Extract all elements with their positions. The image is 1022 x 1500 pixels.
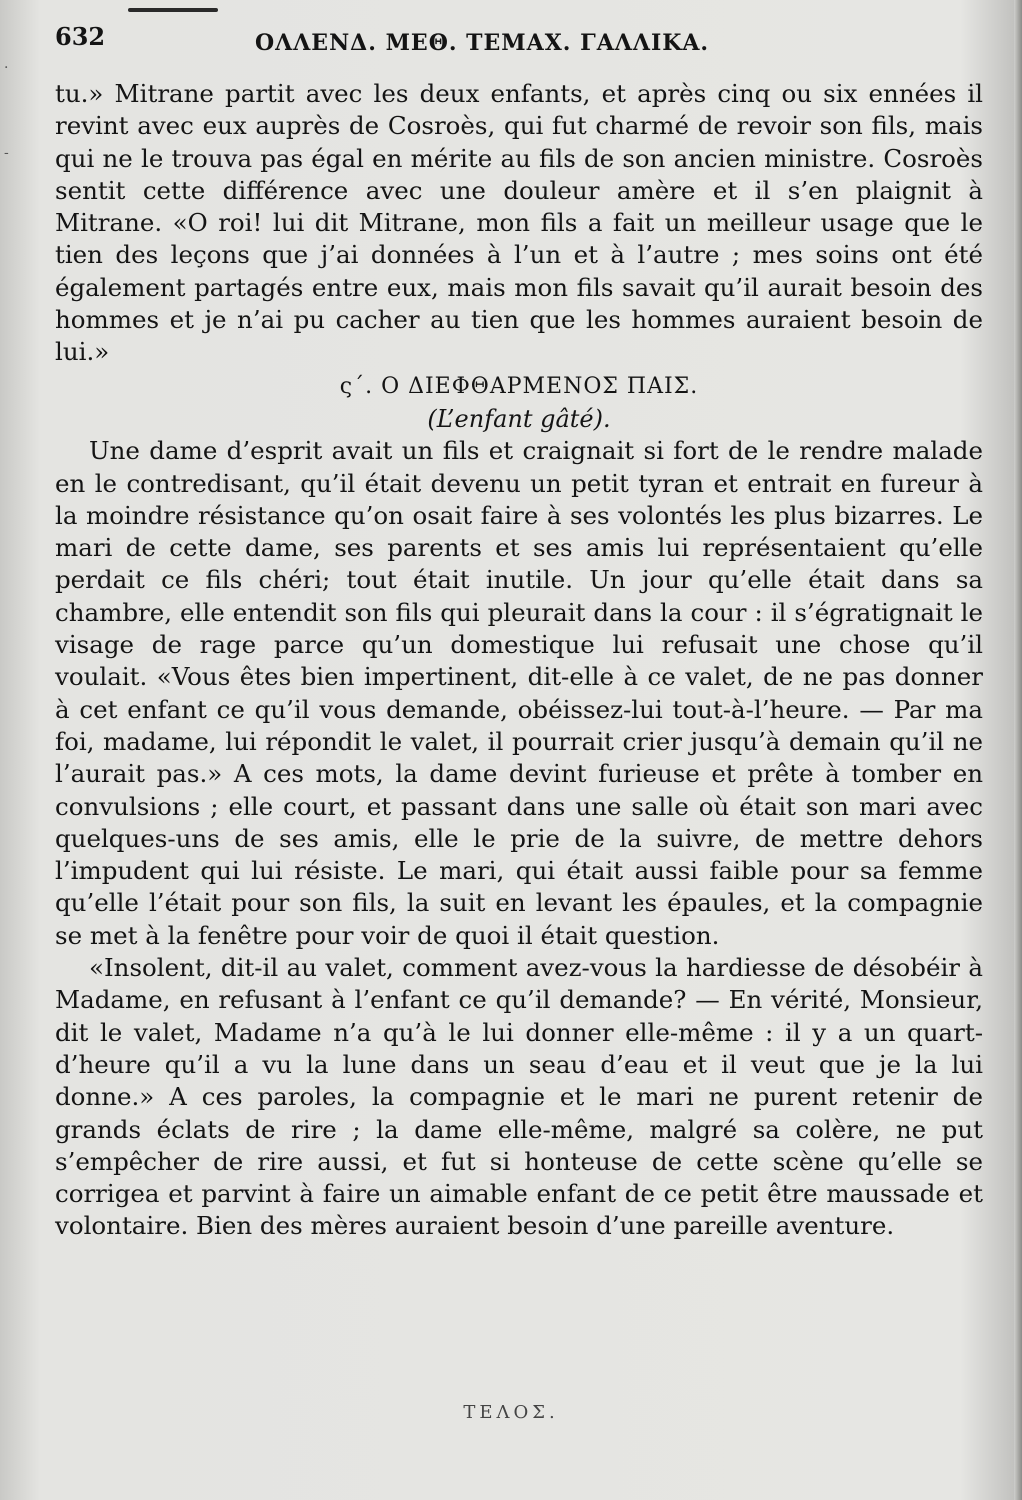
margin-mark-icon: · <box>4 60 9 76</box>
paragraph-continuation: tu.» Mitrane partit avec les deux enfants, et après cinq ou six ennées il revint avec eux auprès de Cosroès, qui fut charmé de revoir son fils, mais qui ne le trouva pas égal en mérite au fils de son ancien ministre. Cosroès sentit cette différence avec une douleur amère et il s’en plaignit à Mitrane. «O roi! lui dit Mitrane, mon fils a fait un meilleur usage que le tien des leçons que j’ai données à l’un et à l’autre ; mes soins ont été également partagés entre eux, mais mon fils savait qu’il aurait besoin des hommes et je n’ai pu cacher au tien que les hommes auraient besoin de lui.» <box>55 79 983 367</box>
page-number: 632 <box>55 22 106 51</box>
end-mark: ΤΕΛΟΣ. <box>463 1402 559 1423</box>
running-title: ΟΛΛΕΝΔ. ΜΕΘ. ΤΕΜΑΧ. ΓΑΛΛΙΚΑ. <box>255 30 710 56</box>
section-heading: ς΄. Ο ΔΙΕΦΘΑΡΜΕΝΟΣ ΠΑΙΣ. <box>339 373 699 399</box>
page-edge-shadow <box>1014 0 1022 1500</box>
paragraph-dialogue: «Insolent, dit-il au valet, comment avez-vous la hardiesse de désobéir à Madame, en refusant à l’enfant ce qu’il demande? — En vérité, Monsieur, dit le valet, Madame n’a qu’à le lui donner elle-même : il y a un quart-d’heure qu’il a vu la lune dans un seau d’eau et il veut que je la lui donne.» A ces paroles, la compagnie et le mari ne purent retenir de grands éclats de rire ; la dame elle-même, malgré sa colère, ne put s’empêcher de rire aussi, et fut si honteuse de cette scène qu’elle se corrigea et parvint à faire un aimable enfant de ce petit être maussade et volontaire. Bien des mères auraient besoin d’une pareille aventure. <box>55 953 983 1241</box>
page-header <box>55 22 985 62</box>
page-body <box>55 78 983 1243</box>
section-subtitle: (L’enfant gâté). <box>427 404 611 433</box>
paragraph-story: Une dame d’esprit avait un fils et craignait si fort de le rendre malade en le contredisant, qu’il était devenu un petit tyran et entrait en fureur à la moindre résistance qu’on osait faire à ses volontés les plus bizarres. Le mari de cette dame, ses parents et ses amis lui représentaient qu’elle perdait ce fils chéri; tout était inutile. Un jour qu’elle était dans sa chambre, elle entendit son fils qui pleurait dans la cour : il s’égratignait le visage de rage parce qu’un domestique lui refusait une chose qu’il voulait. «Vous êtes bien impertinent, dit-elle à ce valet, de ne pas donner à cet enfant ce qu’il vous demande, obéissez-lui tout-à-l’heure. — Par ma foi, madame, lui répondit le valet, il pourrait crier jusqu’à demain qu’il ne l’aurait pas.» A ces mots, la dame devint furieuse et prête à tomber en convulsions ; elle court, et passant dans une salle où était son mari avec quelques-uns de ses amis, elle le prie de la suivre, de mettre dehors l’impudent qui lui résiste. Le mari, qui était aussi faible pour sa femme qu’elle l’était pour son fils, la suit en levant les épaules, et la compagnie se met à la fenêtre pour voir de quoi il était question. <box>55 436 983 950</box>
margin-mark-icon: - <box>4 145 9 161</box>
decorative-rule <box>128 8 218 12</box>
